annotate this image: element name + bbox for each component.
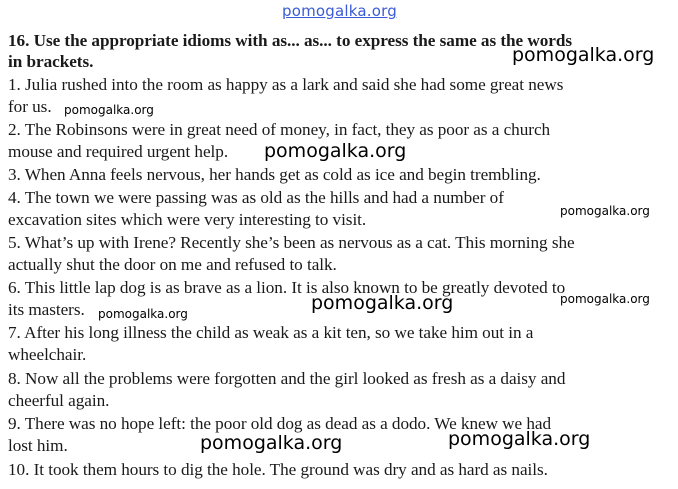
exercise-heading-line-2: in brackets. <box>8 52 94 71</box>
sentence-line: 4. The town we were passing was as old as the hills and had a number of <box>8 188 504 207</box>
watermark-text: pomogalka.org <box>98 307 188 321</box>
watermark-text: pomogalka.org <box>64 103 154 117</box>
watermark-text: pomogalka.org <box>264 140 407 162</box>
sentence-line: 1. Julia rushed into the room as happy as a lark and said she had some great news <box>8 75 564 94</box>
sentence-line: cheerful again. <box>8 391 110 410</box>
sentence-line: its masters. <box>8 300 85 319</box>
watermark-text: pomogalka.org <box>512 44 655 66</box>
watermark-text: pomogalka.org <box>448 428 591 450</box>
sentence-line: 7. After his long illness the child as weak as a kit ten, so we take him out in a <box>8 323 534 342</box>
sentence-line: 6. This little lap dog is as brave as a lion. It is also known to be greatly devoted to <box>8 278 566 297</box>
sentence-line: 10. It took them hours to dig the hole. The ground was dry and as hard as nails. <box>8 460 548 479</box>
watermark-text: pomogalka.org <box>200 432 343 454</box>
sentence-line: lost him. <box>8 436 68 455</box>
sentence-line: mouse and required urgent help. <box>8 142 229 161</box>
sentence-line: excavation sites which were very interesting to visit. <box>8 210 367 229</box>
sentence-line: 2. The Robinsons were in great need of money, in fact, they as poor as a church <box>8 120 551 139</box>
exercise-heading-line-1: 16. Use the appropriate idioms with as... as... to express the same as the words <box>8 31 572 50</box>
watermark-text: pomogalka.org <box>560 204 650 218</box>
sentence-line: actually shut the door on me and refused to talk. <box>8 255 337 274</box>
sentence-line: 3. When Anna feels nervous, her hands get as cold as ice and begin trembling. <box>8 165 541 184</box>
sentence-line: 9. There was no hope left: the poor old dog as dead as a dodo. We knew we had <box>8 414 552 433</box>
sentence-line: 8. Now all the problems were forgotten and the girl looked as fresh as a daisy and <box>8 369 566 388</box>
sentence-line: wheelchair. <box>8 345 87 364</box>
sentence-line: for us. <box>8 97 52 116</box>
sentence-line: 5. What’s up with Irene? Recently she’s been as nervous as a cat. This morning she <box>8 233 575 252</box>
watermark-text: pomogalka.org <box>311 292 454 314</box>
watermark-top-link[interactable]: pomogalka.org <box>282 2 397 20</box>
watermark-text: pomogalka.org <box>560 292 650 306</box>
